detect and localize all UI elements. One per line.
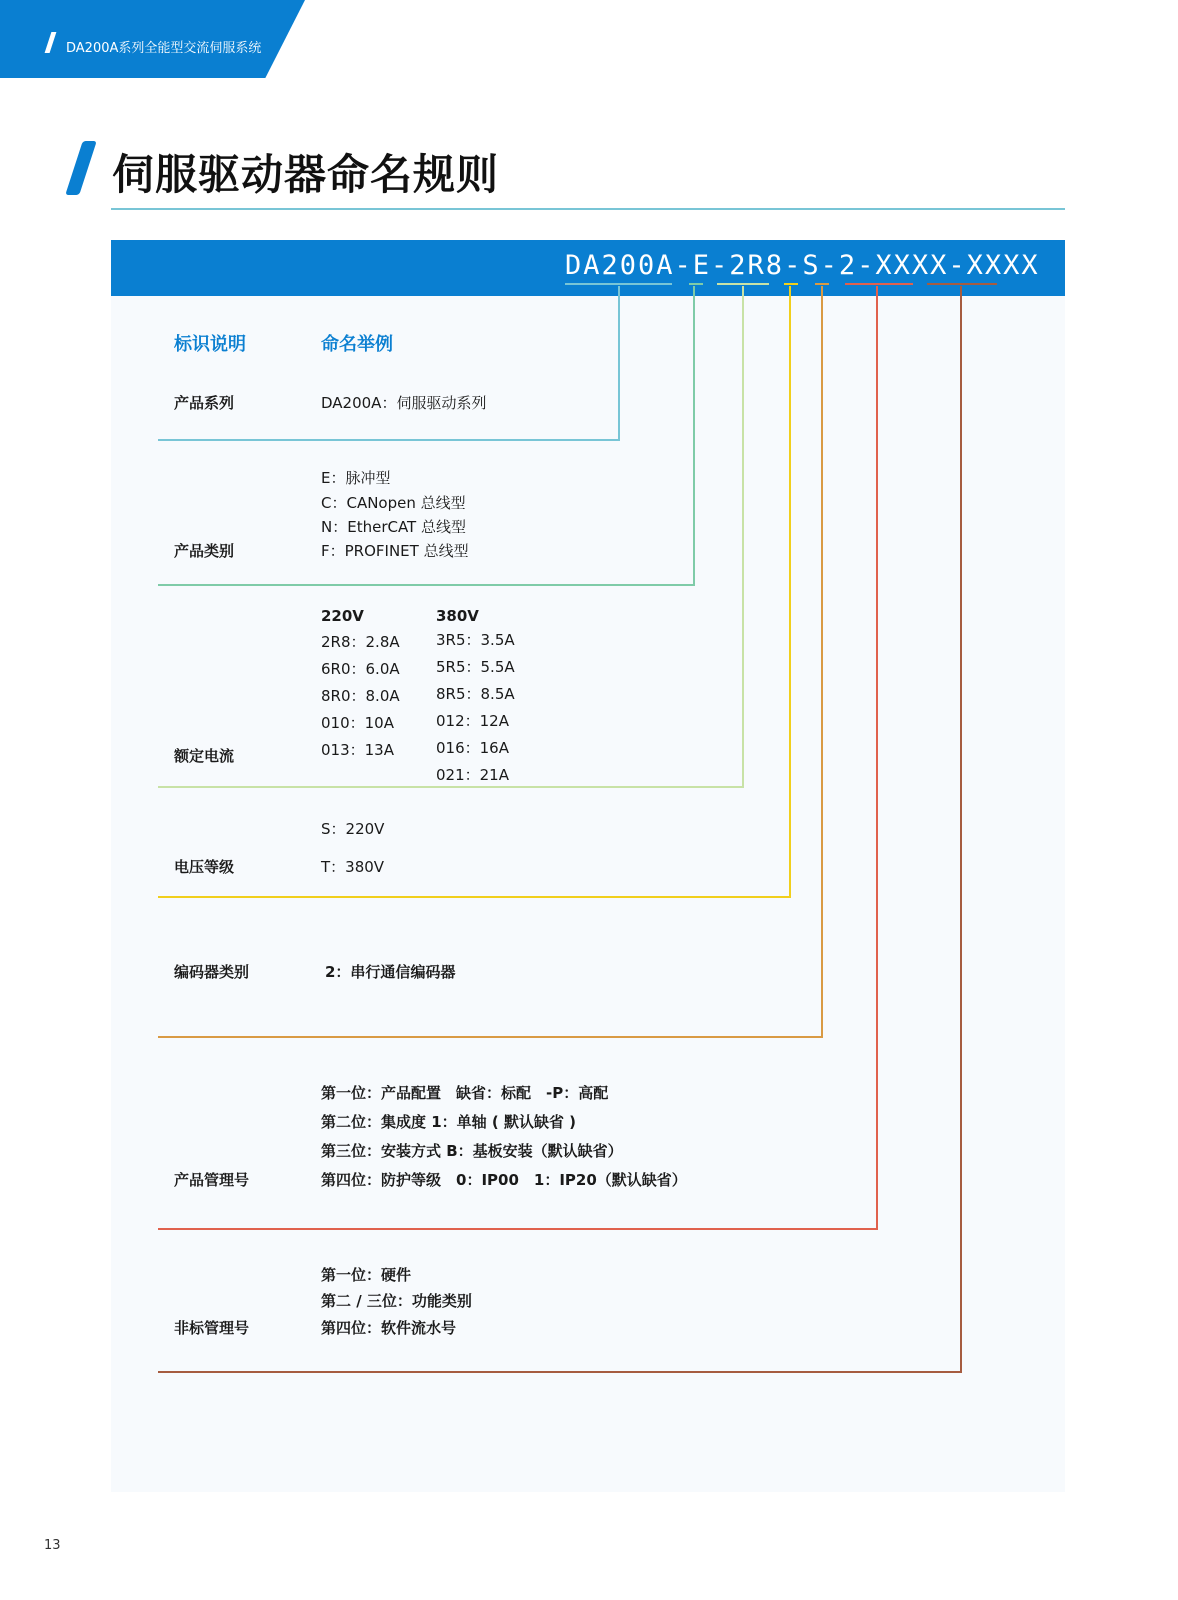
category-line: C：CANopen 总线型 [321,494,466,512]
row-label-category: 产品类别 [174,542,235,560]
current-220-item: 2R8：2.8A [321,633,400,651]
current-220-item: 013：13A [321,741,394,759]
page-number: 13 [44,1538,61,1553]
header-series-title: DA200A系列全能型交流伺服系统 [66,41,262,56]
category-line: F：PROFINET 总线型 [321,542,469,560]
label-column-header: 标识说明 [174,334,246,355]
current-220-header: 220V [321,607,364,625]
current-380-item: 021：21A [436,766,509,784]
row-label-encoder: 编码器类别 [174,963,250,981]
leader-voltage [158,286,790,897]
management-line: 第二位：集成度 1：单轴 ( 默认缺省 ) [321,1113,577,1131]
row-label-management: 产品管理号 [174,1171,250,1189]
example-column-header: 命名举例 [321,334,393,355]
category-line: E：脉冲型 [321,469,391,487]
current-380-header: 380V [436,607,479,625]
leader-series [158,286,619,440]
current-380-item: 5R5：5.5A [436,658,515,676]
model-code: DA200A-E-2R8-S-2-XXXX-XXXX [565,250,1040,281]
management-line: 第一位：产品配置 缺省：标配 -P：高配 [321,1084,609,1102]
page-title: 伺服驱动器命名规则 [112,150,500,199]
leader-nonstandard [158,286,961,1372]
category-line: N：EtherCAT 总线型 [321,518,466,536]
row-label-voltage: 电压等级 [174,858,235,876]
nonstandard-line: 第二 / 三位：功能类别 [321,1292,472,1310]
management-line: 第三位：安装方式 B：基板安装（默认缺省） [321,1142,623,1160]
nonstandard-line: 第一位：硬件 [321,1266,412,1284]
series-line: DA200A：伺服驱动系列 [321,394,487,412]
nonstandard-line: 第四位：软件流水号 [321,1319,457,1337]
encoder-line: 2：串行通信编码器 [325,963,456,981]
voltage-line: T：380V [321,858,385,876]
voltage-line: S：220V [321,820,385,838]
row-label-nonstandard: 非标管理号 [174,1319,250,1337]
management-line: 第四位：防护等级 0：IP00 1：IP20（默认缺省） [321,1171,687,1189]
current-220-item: 8R0：8.0A [321,687,400,705]
row-label-current: 额定电流 [174,747,235,765]
current-380-item: 8R5：8.5A [436,685,515,703]
current-380-item: 3R5：3.5A [436,631,515,649]
current-220-item: 010：10A [321,714,394,732]
row-label-series: 产品系列 [174,394,235,412]
current-220-item: 6R0：6.0A [321,660,400,678]
current-380-item: 012：12A [436,712,509,730]
current-380-item: 016：16A [436,739,509,757]
